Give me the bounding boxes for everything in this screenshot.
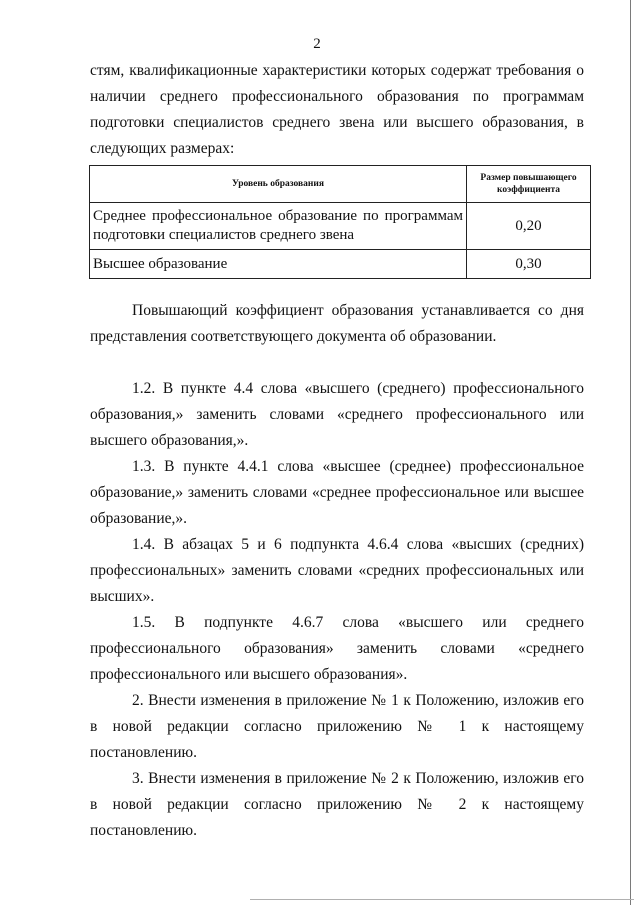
- paragraph-coefficient-start: Повышающий коэффициент образования устанавливается со дня представления соответствующего документа об образовании.: [90, 302, 584, 345]
- cell-level: Среднее профессиональное образование по программам подготовки специалистов среднего звена: [90, 203, 467, 250]
- cell-level: Высшее образование: [90, 250, 467, 279]
- paragraph-1-4: 1.4. В абзацах 5 и 6 подпункта 4.6.4 слова «высших (средних) профессиональных» заменить словами «средних профессиональных или высших».: [90, 536, 584, 605]
- paragraph-1-3: 1.3. В пункте 4.4.1 слова «высшее (среднее) профессиональное образование,» заменить словами «среднее профессиональное или высшее образование,».: [90, 458, 584, 527]
- table-row: [90, 250, 591, 279]
- intro-paragraph: стям, квалификационные характеристики которых содержат требования о наличии среднего профессионального образования по программам подготовки специалистов среднего звена или высшего образования, в следующих размерах:: [90, 62, 584, 157]
- scan-bottom-line: [250, 899, 634, 900]
- paragraph-2: 2. Внести изменения в приложение № 1 к Положению, изложив его в новой редакции согласно приложению № 1 к настоящему постановлению.: [90, 692, 584, 761]
- header-coefficient-size: Размер повышающего коэффициента: [467, 166, 591, 203]
- cell-value: 0,20: [467, 203, 591, 250]
- table-row: [90, 203, 591, 250]
- scan-edge-line: [630, 0, 631, 905]
- paragraph-1-5: 1.5. В подпункте 4.6.7 слова «высшего или среднего профессионального образования» заменить словами «среднего профессионального или высшего образования».: [90, 614, 584, 683]
- paragraph-1-2: 1.2. В пункте 4.4 слова «высшего (среднего) профессионального образования,» заменить словами «среднего профессионального или высшего образования,».: [90, 380, 584, 449]
- cell-value: 0,30: [467, 250, 591, 279]
- paragraph-3: 3. Внести изменения в приложение № 2 к Положению, изложив его в новой редакции согласно приложению № 2 к настоящему постановлению.: [90, 770, 584, 839]
- header-education-level: Уровень образования: [90, 166, 467, 203]
- page-number: 2: [313, 36, 321, 52]
- table-header-row: [90, 166, 591, 203]
- coefficient-table: [89, 165, 591, 279]
